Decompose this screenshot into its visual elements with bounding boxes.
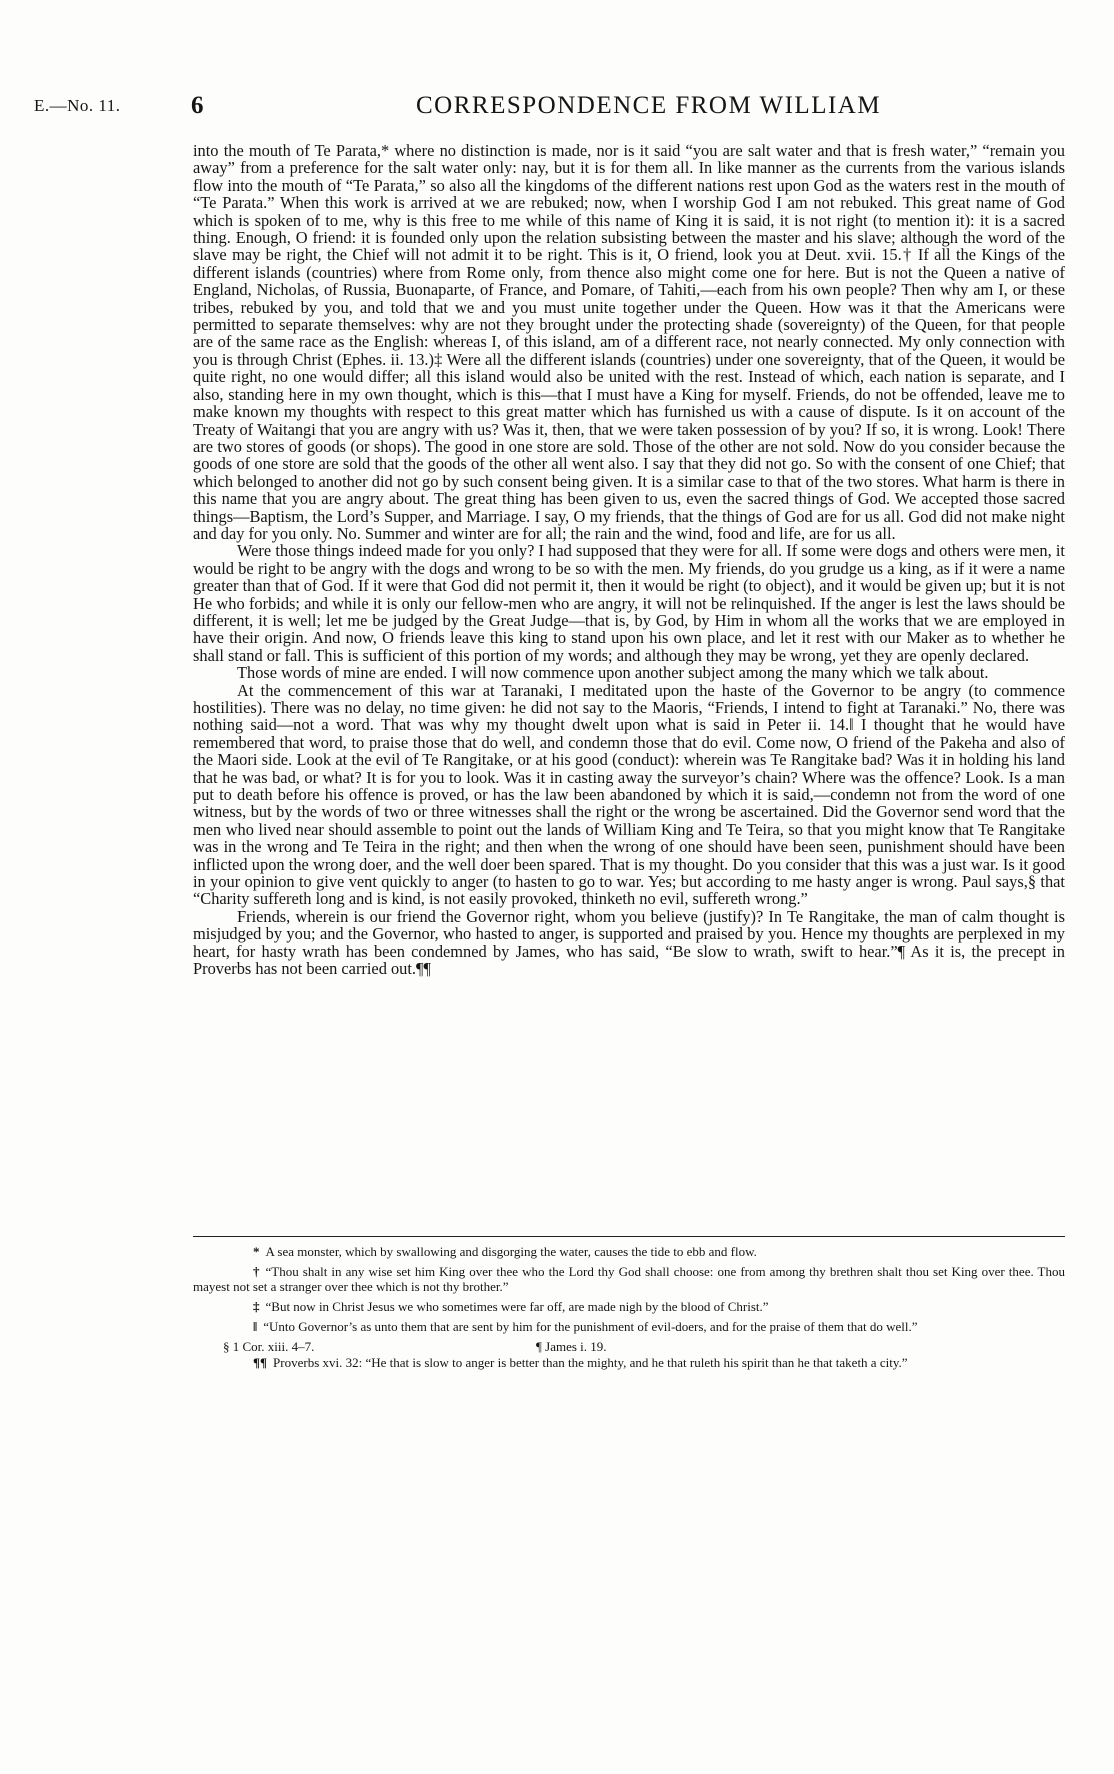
footnote-7-symbol: ¶¶: [253, 1355, 268, 1370]
footnote-2: [193, 1264, 1065, 1294]
parliamentary-reference: E.—No. 11.: [34, 96, 121, 115]
footnote-row-5-6: [193, 1339, 1065, 1355]
page-header: [34, 92, 1064, 122]
footnote-6: ¶ James i. 19.: [536, 1339, 607, 1354]
footnote-1: [193, 1244, 1065, 1259]
body-text: [193, 142, 1065, 978]
paragraph-4: At the commencement of this war at Taranaki, I meditated upon the haste of the Governor to be angry (to commence hostilities). There was no delay, no time given: he did not say to the Maoris, “Friends, I intend to fight at Taranaki.” No, there was nothing said—not a word. That was why my thought dwelt upon what is said in Peter ii. 14.‖ I thought that he would have remembered that word, to praise those that do well, and condemn those that do evil. Come now, O friend of the Pakeha and also of the Maori side. Look at the evil of Te Rangitake, or at his good (conduct): wherein was Te Rangitake bad? Was it in holding his land that he was bad, or what? It is for you to look. Was it in casting away the surveyor’s chain? Where was the offence? Look. Is a man put to death before his offence is proved, or has the law been abandoned by which it is said,—condemn not from the word of one witness, but by the words of two or three witnesses shall the right or the wrong be ascertained. Did the Governor send word that the men who lived near should assemble to point out the lands of William King and Te Teira, so that you might know that Te Rangitake was in the wrong and Te Teira in the right; and then when the wrong of one should have been seen, punishment should have been inflicted upon the wrong doer, and the well doer been spared. That is my thought. Do you consider that this was a just war. Is it good in your opinion to give vent quickly to anger (to hasten to go to war. Yes; but according to me hasty anger is wrong. Paul says,§ that “Charity suffereth long and is kind, is not easily provoked, thinketh no evil, suffereth wrong.”: [193, 680, 1065, 909]
paragraph-5: Friends, wherein is our friend the Governor right, whom you believe (justify)? In Te Rangitake, the man of calm thought is misjudged by you; and the Governor, who hasted to anger, is supported and praised by you. Hence my thoughts are perplexed in my heart, for hasty wrath has been condemned by James, who has said, “Be slow to wrath, swift to hear.”¶ As it is, the precept in Proverbs has not been carried out.¶¶: [193, 906, 1065, 979]
footnote-7-text: Proverbs xvi. 32: “He that is slow to anger is better than the mighty, and he that ruleth his spirit than he that taketh a city.”: [273, 1355, 908, 1370]
footnote-4-text: “Unto Governor’s as unto them that are sent by him for the punishment of evil-doers, and for the praise of them that do well.”: [263, 1319, 918, 1334]
footnote-7: [193, 1355, 1065, 1370]
footnote-4: [193, 1319, 1065, 1334]
paragraph-3: Those words of mine are ended. I will now commence upon another subject among the many which we talk about.: [237, 663, 989, 683]
paragraph-2: Were those things indeed made for you only? I had supposed that they were for all. If some were dogs and others were men, it would be right to be angry with the dogs and wrong to be so with the men. My friends, do you grudge us a king, as if it were a name greater than that of God. If it were that God did not permit it, then it would be right (to object), and it would be given up; but it is not He who forbids; and while it is only our fellow-men who are angry, it will not be relinquished. If the anger is lest the laws should be different, it is well; let me be judged by the Great Judge—that is, by God, by Him in whom all the works that we are employed in have their origin. And now, O friends leave this king to stand upon his own place, and let it rest with our Maker as to whether he shall stand or fall. This is sufficient of this portion of my words; and although they may be wrong, yet they are openly declared.: [193, 541, 1065, 665]
footnote-2-symbol: †: [253, 1264, 260, 1279]
footnote-3-text: “But now in Christ Jesus we who sometimes were far off, are made nigh by the blood of Christ.”: [265, 1299, 769, 1314]
paragraph-1: into the mouth of Te Parata,* where no distinction is made, nor is it said “you are salt water and that is fresh water,” “remain you away” from a preference for the salt water only: nay, but it is for them all. In like manner as the currents from the various islands flow into the mouth of “Te Parata,” so also all the kingdoms of the different nations rest upon God as the waters rest in the mouth of “Te Parata.” When this work is arrived at we are rebuked; now, when I worship God I am not rebuked. This great name of God which is spoken of to me, why is this free to me while of this name of King it is said, it is not right (to mention it): it is a sacred thing. Enough, O friend: it is founded only upon the relation subsisting between the master and his slave; although the word of the slave may be right, the Chief will not admit it to be right. This is it, O friend, look you at Deut. xvii. 15.† If all the Kings of the different islands (countries) where from Rome only, from thence also might come one for here. But is not the Queen a native of England, Nicholas, of Russia, Buonaparte, of France, and Pomare, of Tahiti,—each from his own people? Then why am I, or these tribes, rebuked by you, and told that we and you must unite together under the Queen. How was it that the Americans were permitted to separate themselves: why are not they brought under the protecting shade (sovereignty) of the Queen, for that people are of the same race as the English: whereas I, of this island, am of a different race, not nearly connected. My only connection with you is through Christ (Ephes. ii. 13.)‡ Were all the different islands (countries) under one sovereignty, that of the Queen, it would be quite right, no one would differ; all this island would also be united with the rest. Instead of which, each nation is separate, and I also, standing here in my own thought, which is this—that I must have a King for myself. Friends, do not be offended, leave me to make known my thoughts with respect to this great matter which has furnished us with a cause of dispute. Is it on account of the Treaty of Waitangi that you are angry with us? Was it, then, that we were taken possession of by you? If so, it is wrong. Look! There are two stores of goods (or shops). The good in one store are sold. Those of the other are not sold. Now do you consider because the goods of one store are sold that the goods of the other all went also. I say that they did not go. So with the consent of one Chief; that which belonged to another did not go by such consent being given. It is a similar case to that of the two stores. What harm is there in this name that you are angry about. The great thing has been given to us, even the sacred things of God. We accepted those sacred things—Baptism, the Lord’s Supper, and Marriage. I say, O my friends, that the things of God are for us all. God did not make night and day for you only. No. Summer and winter are for all; the rain and the wind, food and life, are for us all.: [193, 141, 1065, 543]
footnote-2-text: “Thou shalt in any wise set him King over thee who the Lord thy God shall choose: one from among thy brethren shalt thou set King over thee. Thou mayest not set a stranger over thee which is not thy brother.”: [193, 1264, 1065, 1294]
footnote-1-symbol: *: [253, 1244, 260, 1259]
footnote-4-symbol: ‖: [253, 1319, 258, 1334]
footnote-1-text: A sea monster, which by swallowing and disgorging the water, causes the tide to ebb and flow.: [265, 1244, 757, 1259]
footnote-3: [193, 1299, 1065, 1314]
footnote-5: § 1 Cor. xiii. 4–7.: [223, 1339, 315, 1354]
footnote-3-symbol: ‡: [253, 1299, 260, 1314]
running-title: CORRESPONDENCE FROM WILLIAM: [416, 92, 882, 119]
page-number: 6: [191, 92, 204, 119]
footnote-divider: [193, 1236, 1065, 1237]
footnotes: [193, 1244, 1065, 1375]
